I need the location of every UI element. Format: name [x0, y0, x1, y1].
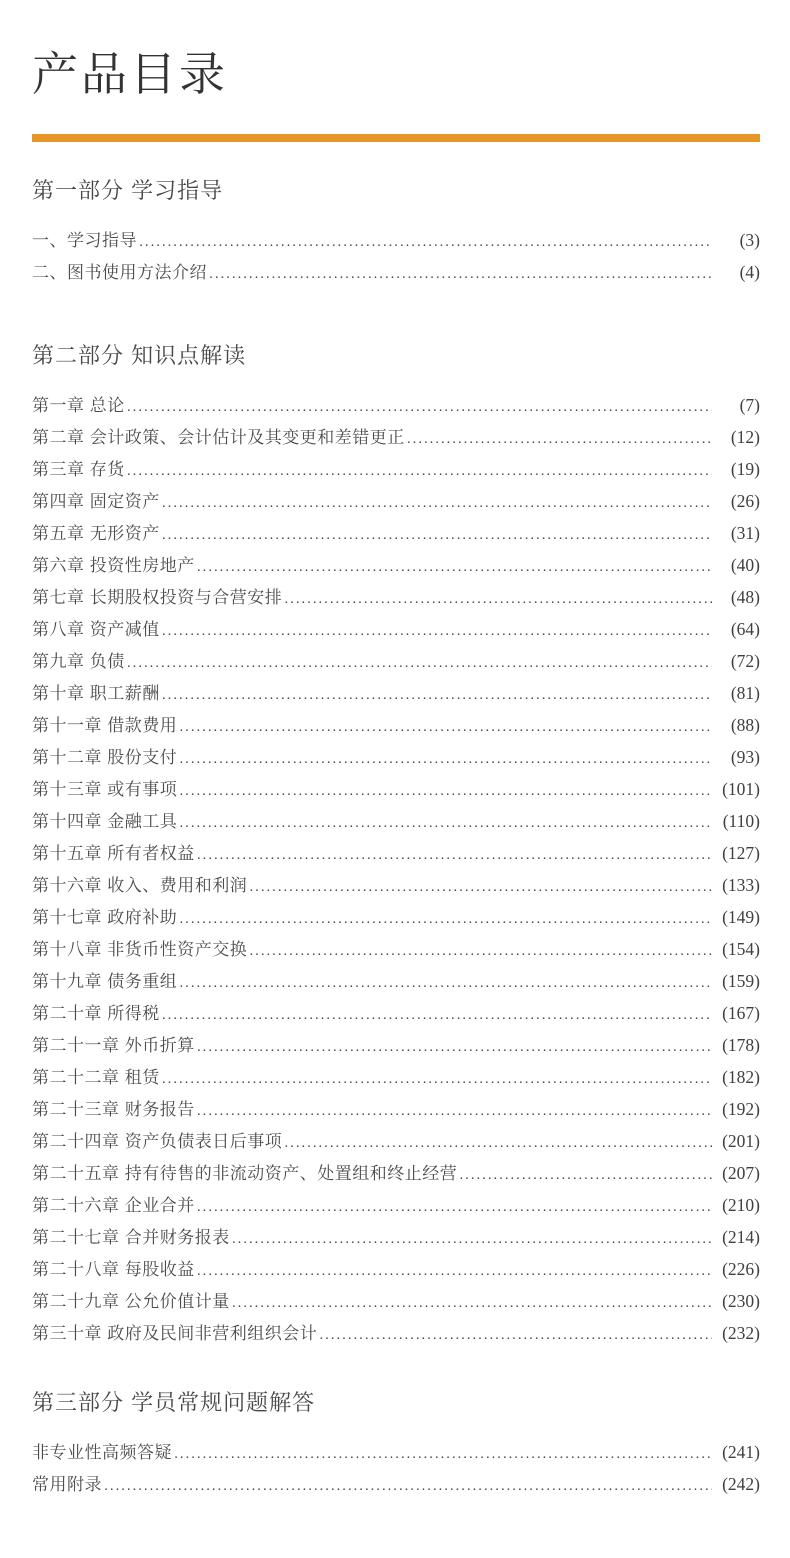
toc-entry-label: 第十二章 股份支付 [32, 747, 178, 767]
toc-entry [32, 396, 760, 416]
toc-entry-page: (154) [722, 938, 760, 959]
accent-divider [32, 134, 760, 142]
toc-entry [32, 588, 760, 608]
toc-entry-label: 一、学习指导 [32, 230, 137, 250]
toc-entry [32, 1100, 760, 1120]
toc-entry-page: (192) [722, 1098, 760, 1119]
dot-leader [127, 461, 712, 480]
toc-entry-label: 第二十九章 公允价值计量 [32, 1291, 230, 1311]
dot-leader [179, 973, 712, 992]
dot-leader [284, 1133, 712, 1152]
toc-entry-page: (182) [722, 1066, 760, 1087]
toc-entry-page: (127) [722, 842, 760, 863]
toc-section [32, 178, 760, 283]
toc-entry [32, 876, 760, 896]
toc-entry [32, 524, 760, 544]
toc-entry [32, 1292, 760, 1312]
toc-entry-label: 第十一章 借款费用 [32, 715, 178, 735]
toc-entry-page: (81) [730, 682, 760, 703]
toc-rows [32, 396, 760, 1344]
toc-section [32, 343, 760, 1344]
toc-entry-label: 第二十四章 资产负债表日后事项 [32, 1131, 283, 1151]
toc-entry-label: 非专业性高频答疑 [32, 1442, 172, 1462]
toc-entry [32, 556, 760, 576]
toc-entry-page: (31) [730, 522, 760, 543]
dot-leader [127, 397, 712, 416]
toc-entry [32, 716, 760, 736]
toc-entry-page: (12) [730, 426, 760, 447]
toc-entry-page: (214) [722, 1226, 760, 1247]
dot-leader [162, 685, 712, 704]
dot-leader [319, 1325, 712, 1344]
dot-leader [459, 1165, 712, 1184]
toc-entry-label: 第六章 投资性房地产 [32, 555, 195, 575]
dot-leader [197, 1261, 712, 1280]
toc-entry [32, 231, 760, 251]
toc-entry-page: (167) [722, 1002, 760, 1023]
dot-leader [197, 557, 712, 576]
dot-leader [162, 621, 712, 640]
toc-entry [32, 844, 760, 864]
dot-leader [232, 1229, 712, 1248]
dot-leader [179, 909, 712, 928]
toc-entry-label: 第二十七章 合并财务报表 [32, 1227, 230, 1247]
toc-entry-label: 第二十八章 每股收益 [32, 1259, 195, 1279]
toc-entry [32, 684, 760, 704]
toc-entry-label: 第八章 资产减值 [32, 619, 160, 639]
toc-entry-page: (93) [730, 746, 760, 767]
toc-entry-label: 第三章 存货 [32, 459, 125, 479]
toc-entry-page: (149) [722, 906, 760, 927]
toc-entry-page: (133) [722, 874, 760, 895]
toc-entry-label: 第二十六章 企业合并 [32, 1195, 195, 1215]
toc-entry-label: 第十七章 政府补助 [32, 907, 178, 927]
dot-leader [407, 429, 712, 448]
toc-entry-page: (159) [722, 970, 760, 991]
toc-entry-page: (201) [722, 1130, 760, 1151]
toc-entry-page: (88) [730, 714, 760, 735]
toc-entry-label: 第十章 职工薪酬 [32, 683, 160, 703]
toc-entry-label: 第二十一章 外币折算 [32, 1035, 195, 1055]
toc-entry-page: (230) [722, 1290, 760, 1311]
toc-section [32, 1390, 760, 1495]
toc-entry [32, 972, 760, 992]
toc-entry [32, 492, 760, 512]
toc-entry [32, 1324, 760, 1344]
section-heading: 第一部分 学习指导 [32, 177, 224, 203]
toc-entry [32, 1260, 760, 1280]
dot-leader [104, 1476, 712, 1495]
toc-entry-label: 第二十章 所得税 [32, 1003, 160, 1023]
dot-leader [179, 781, 712, 800]
toc-entry-label: 第一章 总论 [32, 395, 125, 415]
toc-entry-page: (40) [730, 554, 760, 575]
toc-entry-label: 第四章 固定资产 [32, 491, 160, 511]
toc-entry [32, 652, 760, 672]
toc-entry-label: 第九章 负债 [32, 651, 125, 671]
toc-entry [32, 1443, 760, 1463]
toc-entry [32, 812, 760, 832]
toc-entry [32, 748, 760, 768]
toc-rows [32, 231, 760, 283]
toc-entry-page: (3) [739, 229, 760, 250]
toc-entry-label: 第二章 会计政策、会计估计及其变更和差错更正 [32, 427, 405, 447]
toc-entry [32, 908, 760, 928]
toc-entry-label: 第二十二章 租赁 [32, 1067, 160, 1087]
toc-entry-label: 第二十五章 持有待售的非流动资产、处置组和终止经营 [32, 1163, 458, 1183]
toc-entry-page: (7) [739, 394, 760, 415]
toc-entry-label: 第十六章 收入、费用和利润 [32, 875, 248, 895]
dot-leader [232, 1293, 712, 1312]
toc-entry [32, 1036, 760, 1056]
toc-entry [32, 780, 760, 800]
toc-entry-label: 第五章 无形资产 [32, 523, 160, 543]
toc-entry-page: (4) [739, 261, 760, 282]
toc-entry-label: 第十四章 金融工具 [32, 811, 178, 831]
toc-entry-label: 第十五章 所有者权益 [32, 843, 195, 863]
toc-entry-page: (110) [722, 810, 760, 831]
toc-entry-label: 第十八章 非货币性资产交换 [32, 939, 248, 959]
toc-entry-page: (232) [722, 1322, 760, 1343]
dot-leader [139, 232, 712, 251]
dot-leader [249, 941, 712, 960]
toc-entry [32, 1068, 760, 1088]
dot-leader [249, 877, 712, 896]
toc-entry-page: (64) [730, 618, 760, 639]
toc-entry [32, 1132, 760, 1152]
toc-entry [32, 1475, 760, 1495]
toc-entry [32, 460, 760, 480]
dot-leader [197, 1037, 712, 1056]
dot-leader [162, 493, 712, 512]
toc-entry-page: (207) [722, 1162, 760, 1183]
toc-entry-label: 第七章 长期股权投资与合营安排 [32, 587, 283, 607]
toc-entry [32, 1004, 760, 1024]
dot-leader [284, 589, 712, 608]
dot-leader [197, 1197, 712, 1216]
toc-entry-label: 第十九章 债务重组 [32, 971, 178, 991]
toc-entry-page: (226) [722, 1258, 760, 1279]
dot-leader [174, 1444, 712, 1463]
toc-entry [32, 1196, 760, 1216]
dot-leader [209, 264, 712, 283]
toc-entry-label: 第二十三章 财务报告 [32, 1099, 195, 1119]
toc-entry [32, 428, 760, 448]
toc-entry [32, 620, 760, 640]
toc-entry-page: (178) [722, 1034, 760, 1055]
page-title: 产品目录 [32, 48, 228, 100]
dot-leader [127, 653, 712, 672]
dot-leader [179, 813, 712, 832]
toc-entry [32, 263, 760, 283]
toc-rows [32, 1443, 760, 1495]
dot-leader [179, 717, 712, 736]
section-heading: 第三部分 学员常规问题解答 [32, 1389, 316, 1415]
section-heading: 第二部分 知识点解读 [32, 342, 247, 368]
toc-entry-page: (241) [722, 1441, 760, 1462]
dot-leader [162, 525, 712, 544]
dot-leader [197, 845, 712, 864]
toc-entry-label: 第三十章 政府及民间非营利组织会计 [32, 1323, 318, 1343]
toc-entry-page: (26) [730, 490, 760, 511]
toc-sections [32, 178, 760, 1495]
toc-entry [32, 1164, 760, 1184]
toc-entry-label: 第十三章 或有事项 [32, 779, 178, 799]
dot-leader [162, 1005, 712, 1024]
toc-entry-label: 常用附录 [32, 1474, 102, 1494]
toc-entry-page: (72) [730, 650, 760, 671]
toc-entry-page: (210) [722, 1194, 760, 1215]
dot-leader [197, 1101, 712, 1120]
toc-entry [32, 940, 760, 960]
toc-entry-page: (242) [722, 1473, 760, 1494]
toc-entry-page: (19) [730, 458, 760, 479]
dot-leader [179, 749, 712, 768]
dot-leader [162, 1069, 712, 1088]
toc-entry [32, 1228, 760, 1248]
toc-entry-label: 二、图书使用方法介绍 [32, 262, 207, 282]
toc-entry-page: (101) [722, 778, 760, 799]
toc-entry-page: (48) [730, 586, 760, 607]
